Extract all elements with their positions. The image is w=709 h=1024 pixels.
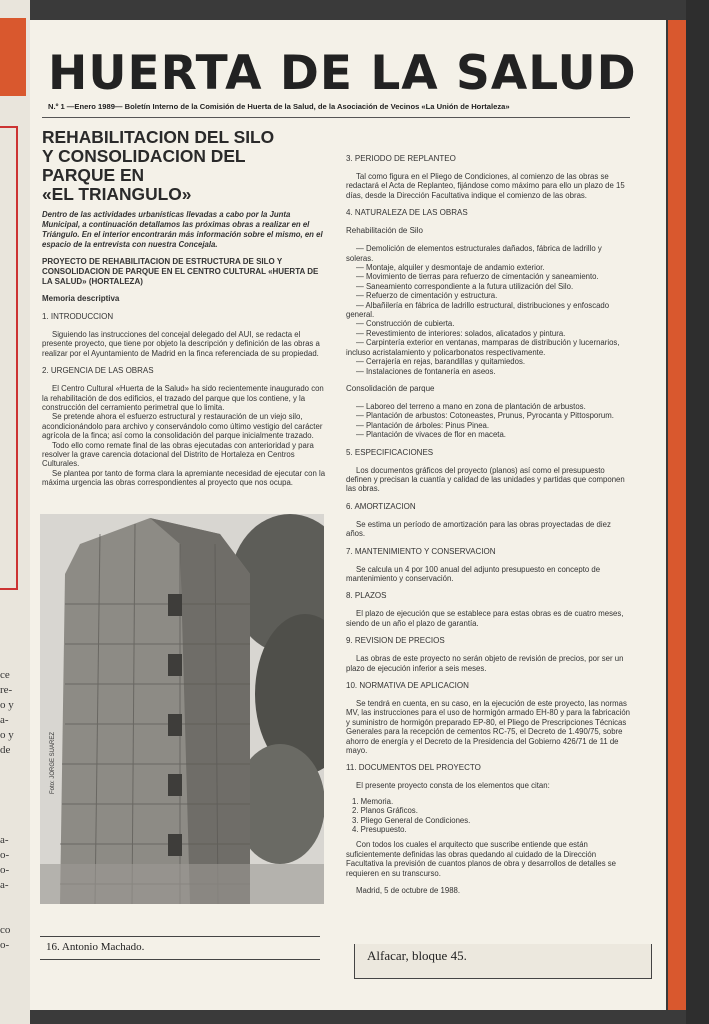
silo-photo <box>40 514 324 904</box>
spacer <box>346 440 630 448</box>
fragment: a- <box>0 834 9 846</box>
spacer <box>346 200 630 208</box>
scanner-edge <box>686 0 709 1024</box>
silo-work-item: — Construcción de cubierta. <box>356 319 455 329</box>
section-7-title: 7. MANTENIMIENTO Y CONSERVACION <box>346 546 496 556</box>
section-10-paragraph: Se tendrá en cuenta, en su caso, en la ejecución de este proyecto, las normas MV, las instrucciones para el uso de hormigón armado EH-80 y para la fabricación y suministro de hormigón preparado EP-80, el Pliego de Prescripciones Técnicas Generales para la recepción de cementos RC-75, el Decreto de 1.490/75, sobre ahorro de energía y el Decreto de la Presidencia del Gobierno 426/71 de 11 de mayo. <box>346 699 631 756</box>
fragment: a- <box>0 714 9 726</box>
document-list-item: 4. Presupuesto. <box>352 825 407 835</box>
masthead-rule <box>42 117 630 118</box>
spacer <box>346 878 630 886</box>
masthead-title: HUERTA DE LA SALUD <box>48 46 637 101</box>
silo-photo-image <box>40 514 324 904</box>
fragment: o y <box>0 699 14 711</box>
headline-line: Y CONSOLIDACION DEL <box>42 146 246 166</box>
headline-line: «EL TRIANGULO» <box>42 184 192 204</box>
section-7-paragraph: Se calcula un 4 por 100 anual del adjunto presupuesto en concepto de mantenimiento y conservación. <box>346 564 601 583</box>
section-5-paragraph: Los documentos gráficos del proyecto (planos) así como el presupuesto definen y precisan la cuantía y calidad de las unidades y partidas que componen las obras. <box>346 465 625 494</box>
section-2-title: 2. URGENCIA DE LAS OBRAS <box>42 366 154 376</box>
section-1-title: 1. INTRODUCCION <box>42 312 114 321</box>
parque-work-item: — Plantación de árboles: Pinus Pinea. <box>356 420 490 430</box>
headline-line: PARQUE EN <box>42 165 145 185</box>
memoria-heading: Memoria descriptiva <box>42 294 120 303</box>
underlying-list-text: Alfacar, bloque 45. <box>367 948 467 963</box>
silo-work-item: — Revestimiento de interiores: solados, alicatados y pintura. <box>356 328 566 338</box>
spacer <box>346 583 630 591</box>
silo-work-item: — Movimiento de tierras para refuerzo de cimentación y saneamiento. <box>356 272 599 282</box>
parque-work-item: — Plantación de arbustos: Cotoneastes, Prunus, Pyrocanta y Pittosporum. <box>356 411 614 421</box>
fragment-gap <box>0 893 26 923</box>
silo-work-item: — Saneamiento correspondiente a la futura utilización del Silo. <box>356 281 574 291</box>
underlying-page-red-frame <box>0 126 18 590</box>
section-3-title: 3. PERIODO DE REPLANTEO <box>346 154 456 163</box>
section-1-paragraph: Siguiendo las instrucciones del concejal delegado del AUI, se redacta el presente proyecto, que tiene por objeto la descripción y definición de las obras a realizar por el Ayuntamiento de Madrid en la finca referenciada de su propiedad. <box>42 330 320 358</box>
article-lead: Dentro de las actividades urbanísticas llevadas a cabo por la Junta Municipal, a continuación detallamos las próximas obras a realizar en el Triángulo. En el interior encontrarán más información sobre el mismo, en el espacio de la entrevista con nuestra Concejala. <box>42 210 323 249</box>
fragment-gap <box>0 758 26 833</box>
fragment: o- <box>0 864 10 876</box>
signoff: Madrid, 5 de octubre de 1988. <box>356 886 461 896</box>
parque-subheading: Consolidación de parque <box>346 383 435 393</box>
spacer <box>42 358 326 366</box>
section-10-title: 10. NORMATIVA DE APLICACION <box>346 681 469 690</box>
spacer <box>346 130 630 154</box>
underlying-list-bottom-right <box>354 944 652 979</box>
section-5-title: 5. ESPECIFICACIONES <box>346 447 434 457</box>
spacer <box>346 539 630 547</box>
section-8-title: 8. PLAZOS <box>346 591 387 601</box>
project-title: PROYECTO DE REHABILITACION DE ESTRUCTURA DE SILO Y CONSOLIDACION DE PARQUE EN EL CENTRO CULTURAL «HUERTA DE LA SALUD» (HORTALEZA) <box>42 257 319 286</box>
underlying-list-text: 16. Antonio Machado. <box>46 941 145 953</box>
section-6-title: 6. AMORTIZACION <box>346 501 416 511</box>
fragment: o y <box>0 729 14 741</box>
section-6-paragraph: Se estima un período de amortización para las obras proyectadas de diez años. <box>346 519 611 539</box>
spacer <box>346 628 630 636</box>
document-list-item: 1. Memoria. <box>352 796 394 806</box>
photo-credit: Foto: JORGE SUAREZ <box>50 731 56 794</box>
spacer <box>346 755 630 763</box>
section-3-paragraph: Tal como figura en el Pliego de Condiciones, al comienzo de las obras se redactará el Acta de Replanteo, fijándose como máximo para ello un plazo de 15 días, desde la Dirección Facultativa indique el comienzo de las obras. <box>346 172 625 200</box>
underlying-page-text-fragments <box>0 668 26 953</box>
spacer <box>346 376 630 384</box>
section-8-paragraph: El plazo de ejecución que se establece para estas obras es de cuatro meses, siendo de un año el plazo de garantía. <box>346 609 624 628</box>
left-column <box>42 128 326 488</box>
underlying-list-bottom-left <box>40 936 320 960</box>
section-11-paragraph: El presente proyecto consta de los elementos que citan: <box>356 781 550 791</box>
fragment: de <box>0 744 11 756</box>
fragment: o- <box>0 939 10 951</box>
fragment: ce <box>0 669 10 681</box>
headline-line: REHABILITACION DEL SILO <box>42 127 275 147</box>
silo-work-item: — Refuerzo de cimentación y estructura. <box>356 291 498 301</box>
silo-work-item: — Cerrajería en rejas, barandillas y quitamiedos. <box>356 357 526 367</box>
silo-work-item: — Instalaciones de fontanería en aseos. <box>356 366 496 376</box>
article-headline <box>42 128 326 204</box>
section-4-title: 4. NATURALEZA DE LAS OBRAS <box>346 208 468 218</box>
section-2-paragraph: Se plantea por tanto de forma clara la apremiante necesidad de ejecutar con la máxima urgencia las obras correspondientes al proyecto que nos ocupa. <box>42 468 326 488</box>
document-list-item: 3. Pliego General de Condiciones. <box>352 815 471 825</box>
spacer <box>346 673 630 681</box>
right-column <box>346 130 630 896</box>
document-list-item: 2. Planos Gráficos. <box>352 806 418 816</box>
fragment: co <box>0 924 11 936</box>
silo-work-item: — Demolición de elementos estructurales dañados, fábrica de ladrillo y soleras. <box>346 244 602 263</box>
parque-work-item: — Plantación de vivaces de flor en maceta. <box>356 430 506 440</box>
underlying-page-red-band <box>0 18 26 96</box>
fragment: o- <box>0 849 10 861</box>
section-11-closing: Con todos los cuales el arquitecto que suscribe entiende que están suficientemente definidas las obras quedando al cuidado de la Dirección Facultativa la previsión de cuantos planos de obra y desarrollos de detalles se requieren en su transcurso. <box>346 840 617 878</box>
fragment: a- <box>0 879 9 891</box>
silo-work-item: — Albañilería en fábrica de ladrillo estructural, distribuciones y enfoscado general. <box>346 300 610 320</box>
section-2-paragraph: Todo ello como remate final de las obras ejecutadas con anterioridad y para resolver la grave carencia dotacional del Distrito de Hortaleza en Centros Culturales. <box>42 440 314 469</box>
section-9-paragraph: Las obras de este proyecto no serán objeto de revisión de precios, por ser un plazo de ejecución inferior a seis meses. <box>346 654 624 673</box>
parque-work-item: — Laboreo del terreno a mano en zona de plantación de arbustos. <box>356 401 586 411</box>
section-2-paragraph: El Centro Cultural «Huerta de la Salud» ha sido recientemente inaugurado con la rehabilitación de dos edificios, el trazado del parque que los contiene, y la construcción del cerramiento perimetral que lo limita. <box>42 384 324 413</box>
spacer <box>346 494 630 502</box>
issue-line: N.º 1 —Enero 1989— Boletín Interno de la Comisión de Huerta de la Salud, de la Asociación de Vecinos «La Unión de Hortaleza» <box>48 102 510 111</box>
fragment: re- <box>0 684 13 696</box>
silo-work-item: — Montaje, alquiler y desmontaje de andamio exterior. <box>356 263 545 273</box>
silo-work-item: — Carpintería exterior en ventanas, mamparas de distribución y lucernarios, incluso acristalamiento y policarbonatos respectivamente. <box>346 338 620 357</box>
underlying-page-red-edge <box>668 20 688 1010</box>
section-2-paragraph: Se pretende ahora el esfuerzo estructural y restauración de un viejo silo, acondicionándolo para archivo y conservándolo como último vestigio del carácter agrícola de la finca; así como la consolidación del parque inicialmente trazado. <box>42 412 323 441</box>
section-9-title: 9. REVISION DE PRECIOS <box>346 636 445 646</box>
section-11-title: 11. DOCUMENTOS DEL PROYECTO <box>346 763 481 773</box>
silo-subheading: Rehabilitación de Silo <box>346 226 423 236</box>
